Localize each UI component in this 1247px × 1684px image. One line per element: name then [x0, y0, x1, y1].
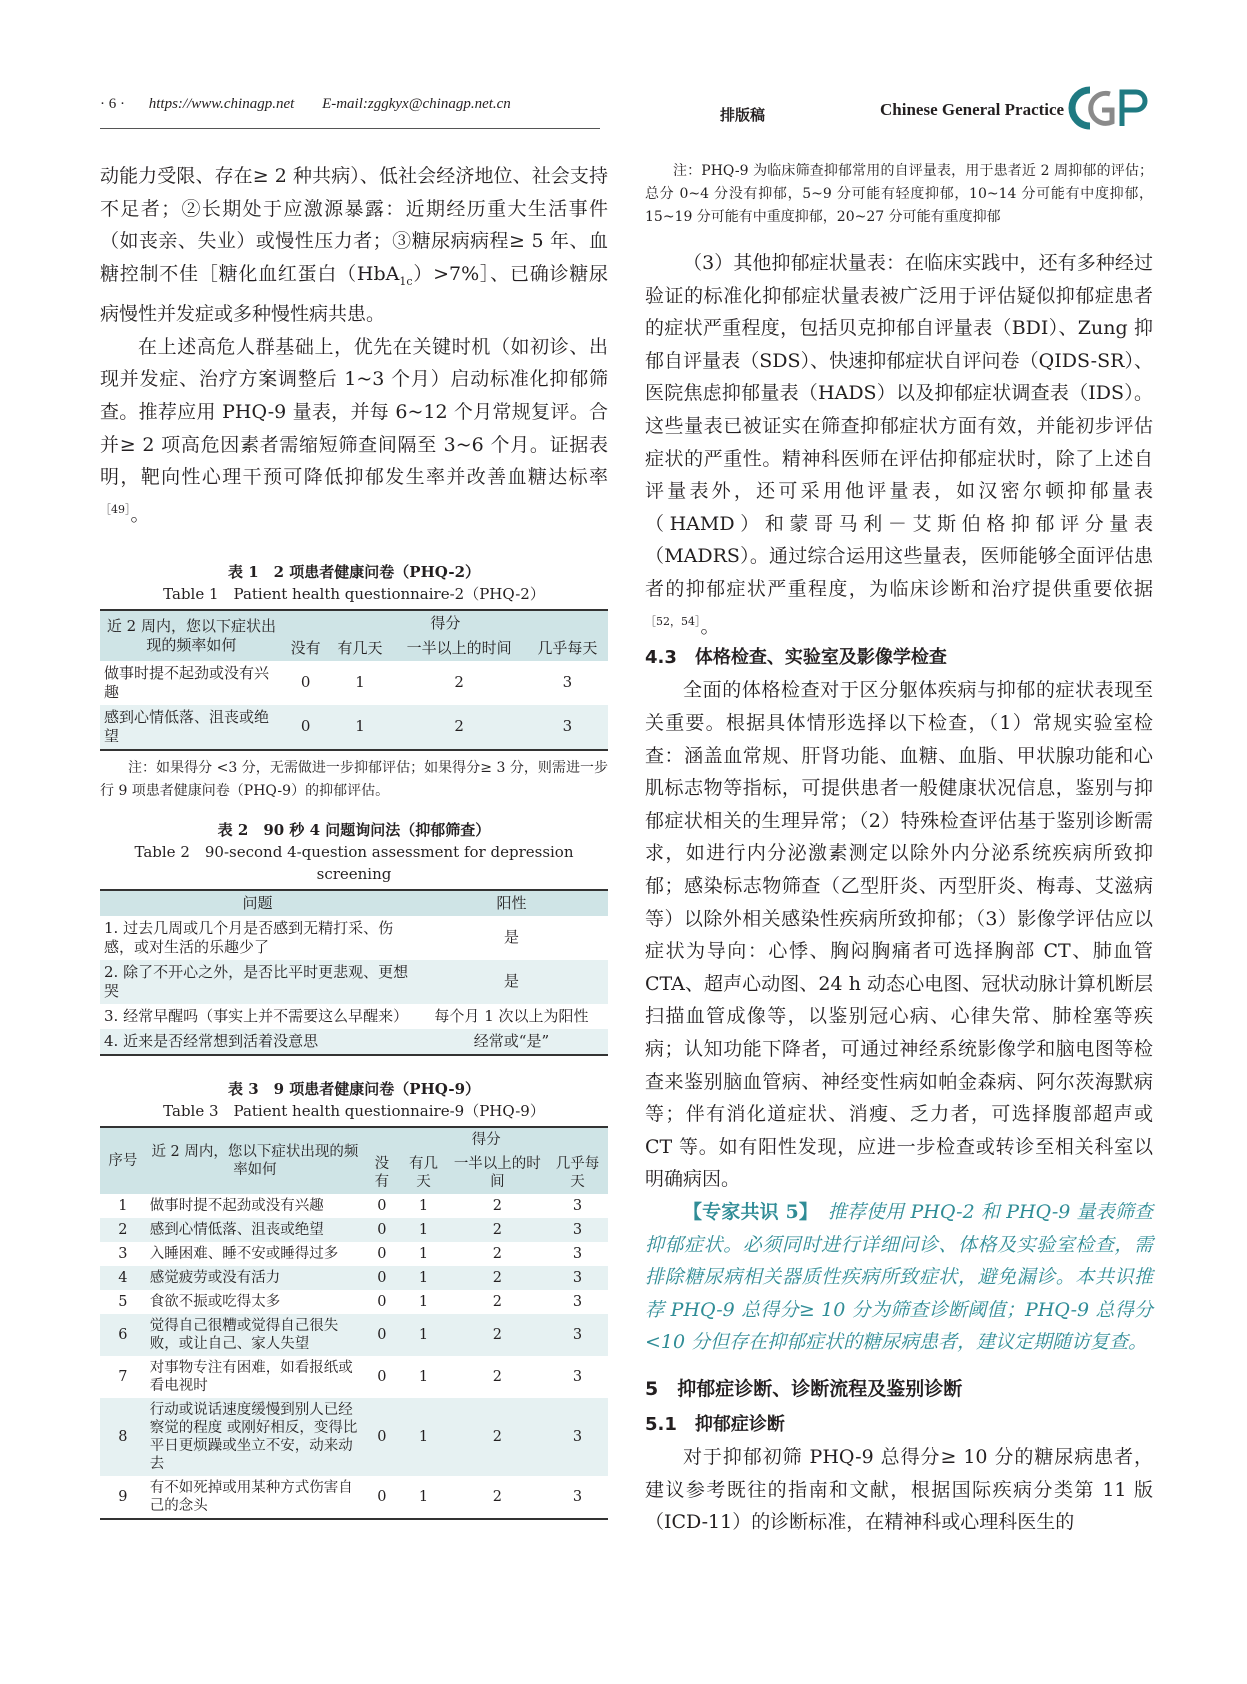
table-row: 3. 经常早醒吗（事实上并不需要这么早醒来） 每个月 1 次以上为阳性: [104, 1006, 589, 1025]
header-cell: 一半以上的时间: [392, 636, 527, 661]
header-cell: 得分: [364, 1127, 608, 1152]
table-row: 1. 过去几周或几个月是否感到无精打采、伤感，或对生活的乐趣少了 是: [104, 918, 519, 956]
table-2: [100, 819, 608, 1056]
header-rule: [100, 128, 600, 129]
table-title-cn: 表 3 9 项患者健康问卷（PHQ-9）: [227, 1079, 481, 1098]
header-cell: 几乎每天: [547, 1152, 608, 1194]
header-cell: 得分: [283, 610, 608, 636]
header-cell: 近 2 周内，您以下症状出现的频率如何: [100, 610, 283, 661]
table-1: [100, 561, 608, 803]
header-cell: 阳性: [415, 890, 608, 916]
table-note: 注：如果得分 <3 分，无需做进一步抑郁评估；如果得分≥ 3 分，则需进一步行 9 项患者健康问卷（PHQ-9）的抑郁评估。: [100, 759, 608, 799]
journal-url[interactable]: https://www.chinagp.net: [148, 96, 295, 112]
right-column: [645, 160, 1153, 1539]
header-cell: 没有: [283, 636, 328, 661]
running-header: [100, 96, 511, 113]
header-cell: 没有: [364, 1152, 399, 1194]
table-row: 6 觉得自己很糟或觉得自己很失败，或让自己、家人失望 0 1 2 3: [100, 1314, 608, 1356]
paragraph: 对于抑郁初筛 PHQ-9 总得分≥ 10 分的糖尿病患者，建议参考既往的指南和文献，根据国际疾病分类第 11 版（ICD-11）的诊断标准，在精神科或心理科医生的: [645, 1445, 1153, 1534]
header-cell: 几乎每天: [527, 636, 608, 661]
header-cell: 序号: [100, 1127, 146, 1194]
section-heading-5: 5 抑郁症诊断、诊断流程及鉴别诊断: [645, 1377, 963, 1400]
table-row: 3 入睡困难、睡不安或睡得过多 0 1 2 3: [118, 1245, 583, 1262]
expert-consensus-label: 【专家共识 5】: [683, 1200, 809, 1223]
table-row: 感到心情低落、沮丧或绝望 0 1 2 3: [100, 705, 608, 750]
section-heading-4-3: 4.3 体格检查、实验室及影像学检查: [645, 647, 947, 669]
table-row: 2. 除了不开心之外，是否比平时更悲观、更想哭 是: [100, 960, 608, 1004]
table-row: 7 对事物专注有困难，如看报纸或看电视时 0 1 2 3: [118, 1359, 583, 1394]
header-cell: 问题: [100, 890, 415, 916]
table-title-cn: 表 2 90 秒 4 问题询问法（抑郁筛查）: [217, 820, 491, 839]
table-title-cn: 表 1 2 项患者健康问卷（PHQ-2）: [227, 562, 481, 581]
table-row: 5 食欲不振或吃得太多 0 1 2 3: [118, 1293, 583, 1310]
table-row: 2 感到心情低落、沮丧或绝望 0 1 2 3: [100, 1218, 608, 1242]
page-number: · 6 ·: [100, 96, 125, 112]
table-row: 4. 近来是否经常想到活着没意思 经常或“是”: [100, 1029, 608, 1055]
paragraph: 动能力受限、存在≥ 2 种共病）、低社会经济地位、社会支持不足者；②长期处于应激源暴露：近期经历重大生活事件（如丧亲、失业）或慢性压力者；③糖尿病病程≥ 5 年、血糖控制不佳［糖化血红蛋白（HbA$_{1c}$）>7%］、已确诊糖尿病慢性并发症或多种慢性病共患。: [100, 165, 608, 326]
paragraph: （3）其他抑郁症状量表：在临床实践中，还有多种经过验证的标准化抑郁症状量表被广泛用于评估疑似抑郁症患者的症状严重程度，包括贝克抑郁自评量表（BDI）、Zung 抑郁自评量表（SDS）、快速抑郁症状自评问卷（QIDS-SR）、医院焦虑抑郁量表（HADS）以及抑郁症状调查表（IDS）。这些量表已被证实在筛查抑郁症状方面有效，并能初步评估症状的严重性。精神科医师在评估抑郁症状时，除了上述自评量表外，还可采用他评量表，如汉密尔顿抑郁量表（HAMD）和蒙哥马利－艾斯伯格抑郁评分量表（MADRS）。通过综合运用这些量表，医师能够全面评估患者的抑郁症状严重程度，为临床诊断和治疗提供重要依据$^{[52,54]}$。: [645, 252, 1153, 637]
table-3-note: 注：PHQ-9 为临床筛查抑郁常用的自评量表，用于患者近 2 周抑郁的评估；总分 0~4 分没有抑郁，5~9 分可能有轻度抑郁，10~14 分可能有中度抑郁，15~19 分可能有中重度抑郁，20~27 分可能有重度抑郁: [645, 163, 1153, 225]
table-row: 做事时提不起劲或没有兴趣 0 1 2 3: [104, 663, 573, 701]
table-row: 4 感觉疲劳或没有活力 0 1 2 3: [100, 1266, 608, 1290]
left-column: [100, 160, 608, 1520]
table-row: 8 行动或说话速度缓慢到别人已经察觉的程度 或刚好相反，变得比平日更烦躁或坐立不安，动来动去 0 1 2 3: [100, 1398, 608, 1476]
table-row: 9 有不如死掉或用某种方式伤害自己的念头 0 1 2 3: [118, 1479, 583, 1514]
paragraph: 全面的体格检查对于区分躯体疾病与抑郁的症状表现至关重要。根据具体情形选择以下检查，（1）常规实验室检查：涵盖血常规、肝肾功能、血糖、血脂、甲状腺功能和心肌标志物等指标，可提供患者一般健康状况信息，鉴别与抑郁症状相关的生理异常；（2）特殊检查评估基于鉴别诊断需求，如进行内分泌激素测定以除外内分泌系统疾病所致抑郁；感染标志物筛查（乙型肝炎、丙型肝炎、梅毒、艾滋病等）以除外相关感染性疾病所致抑郁；（3）影像学评估应以症状为导向：心悸、胸闷胸痛者可选择胸部 CT、肺血管 CTA、超声心动图、24 h 动态心电图、冠状动脉计算机断层扫描血管成像等，以鉴别冠心病、心律失常、肺栓塞等疾病；认知功能下降者，可通过神经系统影像学和脑电图等检查来鉴别脑血管病、神经变性病如帕金森病、阿尔茨海默病等；伴有消化道症状、消瘦、乏力者，可选择腹部超声或 CT 等。如有阳性发现，应进一步检查或转诊至相关科室以明确病因。: [645, 679, 1153, 1191]
header-cell: 近 2 周内，您以下症状出现的频率如何: [146, 1127, 364, 1194]
citation[interactable]: ［52，54］: [645, 614, 701, 628]
section-heading-5-1: 5.1 抑郁症诊断: [645, 1413, 785, 1435]
header-cell: 一半以上的时间: [448, 1152, 547, 1194]
table-3: [100, 1078, 608, 1520]
journal-logo: [1060, 84, 1150, 132]
table-row: 1 做事时提不起劲或没有兴趣 0 1 2 3: [118, 1197, 583, 1214]
citation[interactable]: ［49］: [100, 502, 131, 516]
journal-email[interactable]: E-mail:zggkyx@chinagp.net.cn: [322, 96, 511, 112]
draft-label: 排版稿: [720, 106, 766, 124]
table-title-en: Table 2 90-second 4-question assessment for depression screening: [134, 842, 574, 883]
table-title-en: Table 3 Patient health questionnaire-9（PHQ-9）: [163, 1101, 545, 1120]
paragraph: 在上述高危人群基础上，优先在关键时机（如初诊、出现并发症、治疗方案调整后 1~3 个月）启动标准化抑郁筛查。推荐应用 PHQ-9 量表，并每 6~12 个月常规复评。合并≥ 2 项高危因素者需缩短筛查间隔至 3~6 个月。证据表明，靶向性心理干预可降低抑郁发生率并改善血糖达标率$^{[49]}$。: [100, 335, 608, 526]
header-cell: 有几天: [328, 636, 391, 661]
header-cell: 有几天: [399, 1152, 447, 1194]
table-title-en: Table 1 Patient health questionnaire-2（PHQ-2）: [163, 584, 545, 603]
expert-consensus-box: 【专家共识 5】 推荐使用 PHQ-2 和 PHQ-9 量表筛查抑郁症状。必须同时进行详细问诊、体格及实验室检查，需排除糖尿病相关器质性疾病所致症状，避免漏诊。本共识推荐 PHQ-9 总得分≥ 10 分为筛查诊断阈值；PHQ-9 总得分 <10 分但存在抑郁症状的糖尿病患者，建议定期随访复查。: [645, 1200, 1153, 1354]
journal-name: Chinese General Practice: [880, 100, 1065, 119]
